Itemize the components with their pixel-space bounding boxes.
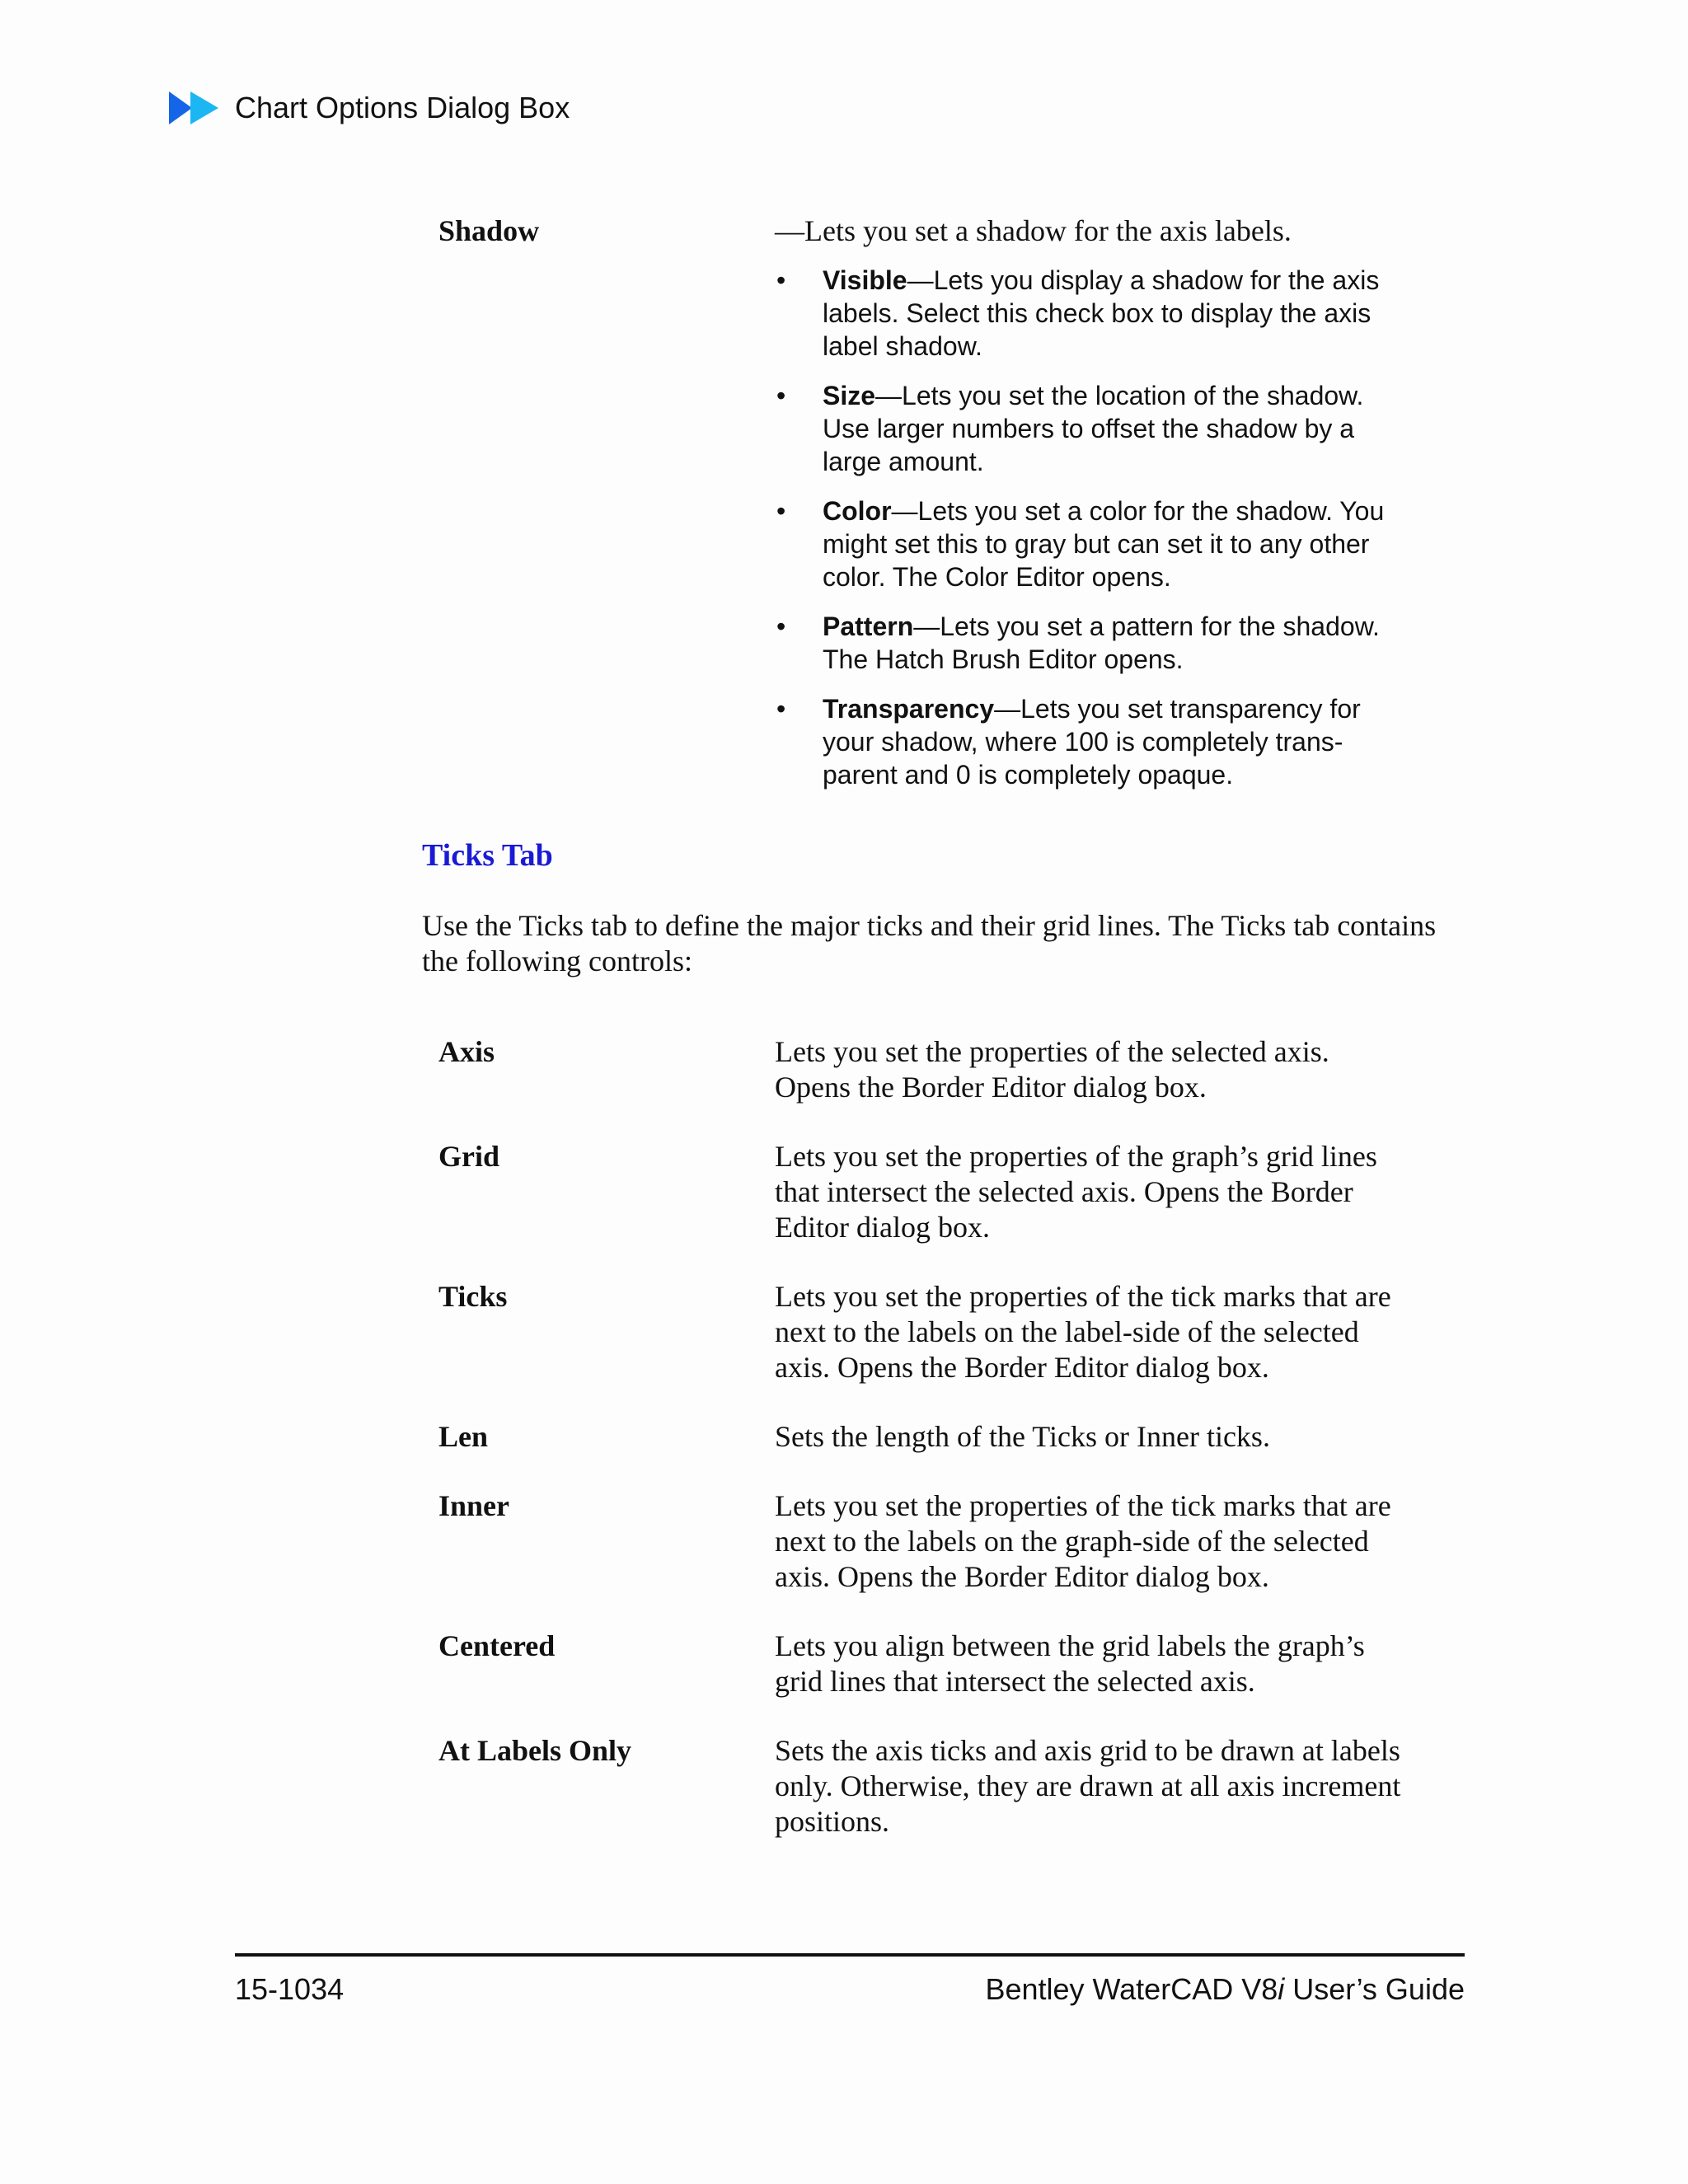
control-row-inner — [438, 1488, 1465, 1595]
shadow-definition — [438, 206, 1465, 804]
control-description: Lets you align between the grid labels the graph’s grid lines that intersect the selected axis. — [775, 1629, 1365, 1698]
bullet-term: Pattern — [823, 612, 914, 641]
bullet-text: —Lets you set transparency for your shadow, where 100 is completely trans-parent and 0 is completely opaque. — [823, 694, 1361, 790]
control-term: Len — [438, 1420, 489, 1453]
control-row-centered — [438, 1629, 1465, 1699]
guide-title-prefix: Bentley WaterCAD V8 — [985, 1972, 1278, 2006]
bullet-mark: • — [776, 265, 786, 295]
bullet-text: —Lets you set a pattern for the shadow. The Hatch Brush Editor opens. — [823, 612, 1380, 674]
footer-divider — [235, 1953, 1465, 1957]
ticks-controls-table — [438, 1034, 1465, 1873]
control-description: Sets the axis ticks and axis grid to be drawn at labels only. Otherwise, they are drawn at all axis increment positions. — [775, 1734, 1401, 1838]
section-title: Chart Options Dialog Box — [235, 91, 570, 124]
bullet-mark: • — [776, 381, 786, 410]
bullet-mark: • — [776, 694, 786, 724]
guide-title — [985, 1971, 1465, 2008]
control-term: At Labels Only — [438, 1734, 632, 1767]
control-description: Lets you set the properties of the tick marks that are next to the labels on the label-side of the selected axis. Opens the Border Editor dialog box. — [775, 1280, 1391, 1384]
double-arrow-icon — [169, 89, 222, 127]
ticks-tab-intro: Use the Ticks tab to define the major ticks and their grid lines. The Ticks tab contains the following controls: — [422, 909, 1437, 977]
page-header — [169, 87, 570, 129]
control-term: Centered — [438, 1629, 556, 1662]
control-description: Sets the length of the Ticks or Inner ticks. — [775, 1420, 1270, 1453]
page-number: 15-1034 — [235, 1972, 345, 2006]
bullet-pattern — [775, 610, 1401, 676]
shadow-term: Shadow — [438, 214, 540, 247]
bullet-text: —Lets you display a shadow for the axis labels. Select this check box to display the axis label shadow. — [823, 265, 1380, 361]
bullet-term: Visible — [823, 265, 907, 295]
shadow-description: —Lets you set a shadow for the axis labels. — [775, 214, 1292, 247]
bullet-mark: • — [776, 496, 786, 526]
bullet-transparency — [775, 692, 1401, 791]
control-row-grid — [438, 1139, 1465, 1245]
control-description: Lets you set the properties of the tick marks that are next to the labels on the graph-side of the selected axis. Opens the Border Editor dialog box. — [775, 1489, 1391, 1593]
control-row-ticks — [438, 1279, 1465, 1385]
control-term: Inner — [438, 1489, 510, 1522]
bullet-mark: • — [776, 612, 786, 641]
guide-title-italic: i — [1278, 1972, 1285, 2006]
bullet-term: Size — [823, 381, 876, 410]
control-description: Lets you set the properties of the graph’s grid lines that intersect the selected axis. Opens the Border Editor dialog box. — [775, 1140, 1377, 1244]
bullet-text: —Lets you set a color for the shadow. You might set this to gray but can set it to any other color. The Color Editor opens. — [823, 496, 1385, 592]
shadow-options-list — [775, 264, 1401, 808]
bullet-color — [775, 494, 1401, 593]
control-row-at-labels-only — [438, 1733, 1465, 1840]
bullet-text: —Lets you set the location of the shadow. Use larger numbers to offset the shadow by a large amount. — [823, 381, 1364, 476]
control-row-axis — [438, 1034, 1465, 1105]
bullet-term: Color — [823, 496, 892, 526]
control-row-len — [438, 1419, 1465, 1455]
control-term: Ticks — [438, 1280, 508, 1313]
bullet-visible — [775, 264, 1401, 363]
control-description: Lets you set the properties of the selected axis. Opens the Border Editor dialog box. — [775, 1035, 1329, 1104]
bullet-term: Transparency — [823, 694, 995, 724]
bullet-size — [775, 379, 1401, 478]
ticks-tab-heading: Ticks Tab — [422, 838, 553, 873]
guide-title-suffix: User’s Guide — [1284, 1972, 1465, 2006]
control-term: Grid — [438, 1140, 500, 1173]
control-term: Axis — [438, 1035, 495, 1068]
